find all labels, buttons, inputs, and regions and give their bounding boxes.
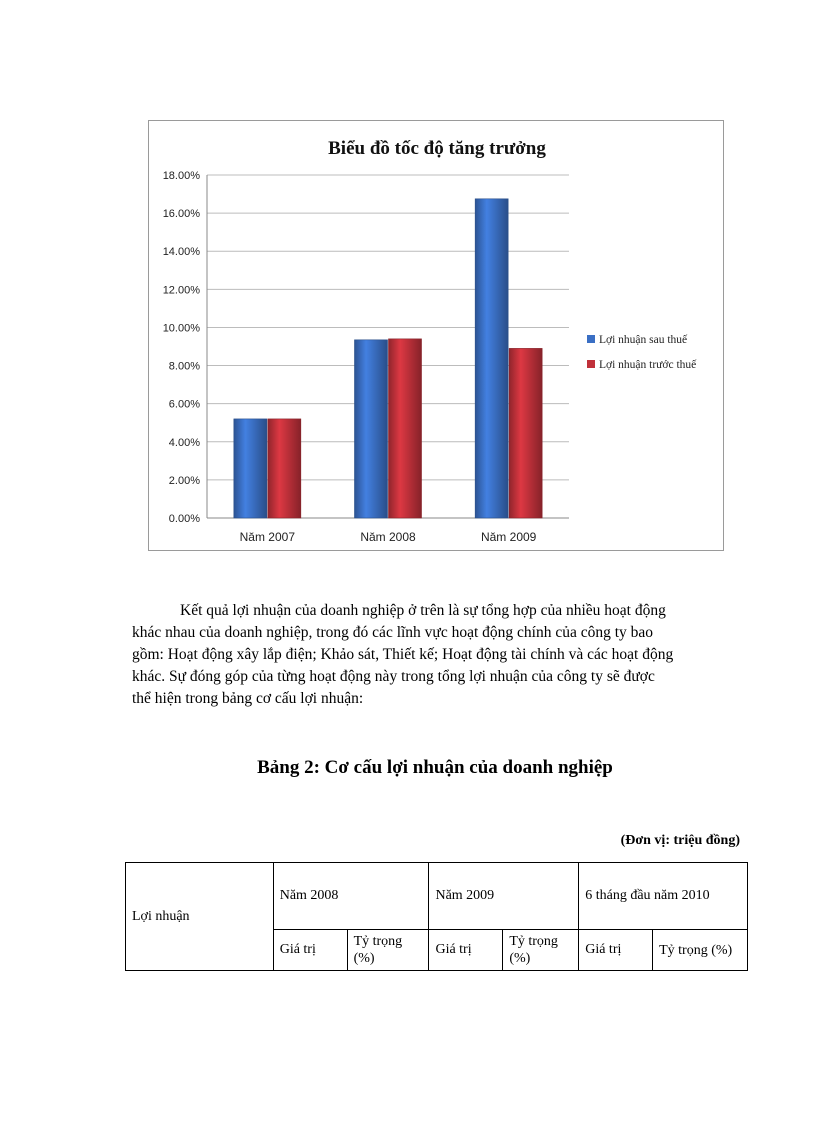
legend-label: Lợi nhuận trước thuế <box>599 359 697 371</box>
y-tick-label: 6.00% <box>168 398 200 411</box>
x-category-label: Năm 2007 <box>239 530 296 544</box>
table-header-row <box>126 863 748 930</box>
growth-chart <box>148 120 724 551</box>
x-category-label: Năm 2008 <box>360 530 416 544</box>
x-category-label: Năm 2009 <box>480 530 537 544</box>
value-header-2010: Giá trị <box>579 930 653 971</box>
ratio-header-2009: Tỷ trọng (%) <box>503 930 579 971</box>
bar-lợi-nhuận-trước-thuế <box>389 339 422 518</box>
period-header-2008: Năm 2008 <box>273 863 429 930</box>
profit-structure-table <box>125 862 748 971</box>
bar-lợi-nhuận-sau-thuế <box>475 199 508 518</box>
y-tick-label: 10.00% <box>162 322 200 335</box>
chart-canvas <box>149 121 725 552</box>
paragraph-line-2: khác nhau của doanh nghiệp, trong đó các lĩnh vực hoạt động chính của công ty bao <box>132 624 654 641</box>
ratio-header-2010: Tỷ trọng (%) <box>653 930 748 971</box>
bar-lợi-nhuận-trước-thuế <box>268 419 301 518</box>
y-tick-label: 4.00% <box>168 436 200 449</box>
bar-lợi-nhuận-sau-thuế <box>355 340 388 518</box>
legend-label: Lợi nhuận sau thuế <box>599 334 688 346</box>
ratio-header-2008: Tỷ trọng (%) <box>347 930 429 971</box>
row-header-cell: Lợi nhuận <box>126 863 274 971</box>
y-tick-label: 2.00% <box>168 474 200 487</box>
y-tick-label: 8.00% <box>168 360 200 373</box>
y-tick-label: 14.00% <box>162 246 200 259</box>
paragraph-line-4: khác. Sự đóng góp của từng hoạt động này trong tổng lợi nhuận của công ty sẽ được <box>132 668 655 685</box>
y-tick-label: 12.00% <box>162 284 200 297</box>
value-header-2008: Giá trị <box>273 930 347 971</box>
paragraph-line-1: Kết quả lợi nhuận của doanh nghiệp ở trên là sự tổng hợp của nhiều hoạt động <box>180 602 666 619</box>
period-header-2009: Năm 2009 <box>429 863 579 930</box>
body-paragraph <box>132 600 742 710</box>
legend-swatch <box>587 335 595 343</box>
y-tick-label: 0.00% <box>168 513 200 525</box>
bar-lợi-nhuận-sau-thuế <box>234 419 267 518</box>
period-header-2010: 6 tháng đầu năm 2010 <box>579 863 748 930</box>
y-tick-label: 18.00% <box>162 170 200 182</box>
unit-note: (Đơn vị: triệu đồng) <box>620 833 740 848</box>
paragraph-line-3: gồm: Hoạt động xây lắp điện; Khảo sát, Thiết kế; Hoạt động tài chính và các hoạt động <box>132 646 674 663</box>
paragraph-line-5: thể hiện trong bảng cơ cấu lợi nhuận: <box>132 690 364 707</box>
table-title: Bảng 2: Cơ cấu lợi nhuận của doanh nghiệp <box>257 757 613 778</box>
legend-swatch <box>587 360 595 368</box>
y-tick-label: 16.00% <box>162 208 200 221</box>
chart-title: Biểu đồ tốc độ tăng trưởng <box>328 138 546 159</box>
bar-lợi-nhuận-trước-thuế <box>509 348 542 518</box>
value-header-2009: Giá trị <box>429 930 503 971</box>
